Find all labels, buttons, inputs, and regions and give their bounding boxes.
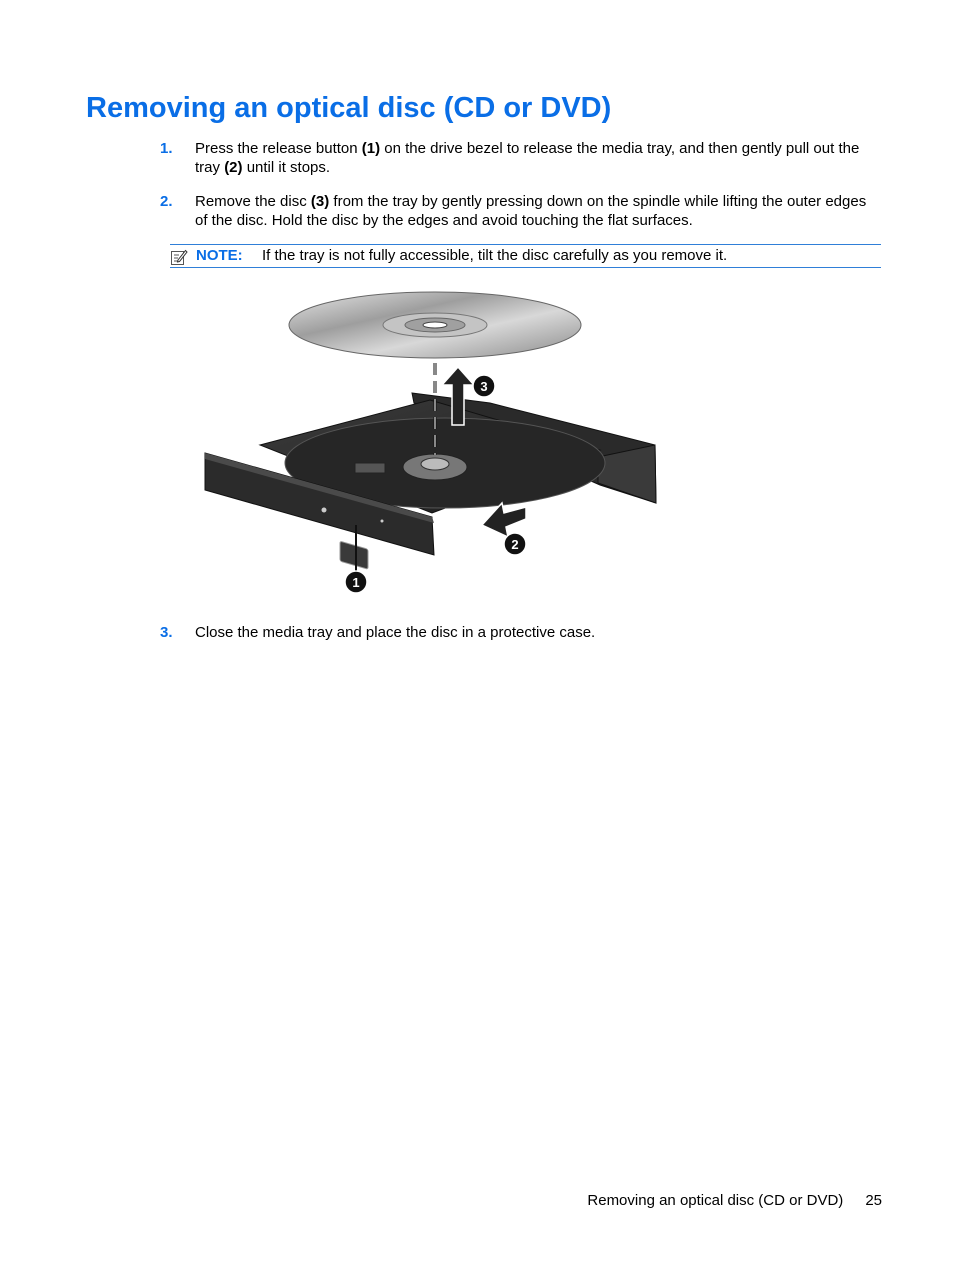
note-icon	[170, 248, 188, 266]
arrow-left-icon	[482, 503, 526, 537]
page-title: Removing an optical disc (CD or DVD)	[86, 92, 612, 124]
step-number: 1.	[160, 140, 173, 157]
callout-1-label: 1	[352, 575, 360, 590]
page-footer	[587, 1192, 882, 1209]
callout-2-label: 2	[511, 537, 519, 552]
step-number: 3.	[160, 624, 173, 641]
step-text: Remove the disc (3) from the tray by gently pressing down on the spindle while lifting the outer edges of the disc. Hold the disc by the edges and avoid touching the flat surfaces.	[195, 193, 867, 229]
footer-section-title: Removing an optical disc (CD or DVD)	[587, 1192, 844, 1209]
release-button	[340, 541, 368, 569]
note-box	[170, 244, 881, 268]
step-text: Close the media tray and place the disc in a protective case.	[195, 624, 596, 641]
step-number: 2.	[160, 193, 173, 210]
note-text: If the tray is not fully accessible, tilt the disc carefully as you remove it.	[262, 247, 728, 264]
optical-drive-illustration	[200, 285, 670, 600]
note-label: NOTE:	[196, 247, 243, 264]
step-text: Press the release button (1) on the drive bezel to release the media tray, and then gently pull out the tray (2) until it stops.	[195, 140, 860, 176]
drive-led	[322, 508, 327, 513]
page-number: 25	[865, 1192, 882, 1209]
callout-3-label: 3	[480, 379, 488, 394]
